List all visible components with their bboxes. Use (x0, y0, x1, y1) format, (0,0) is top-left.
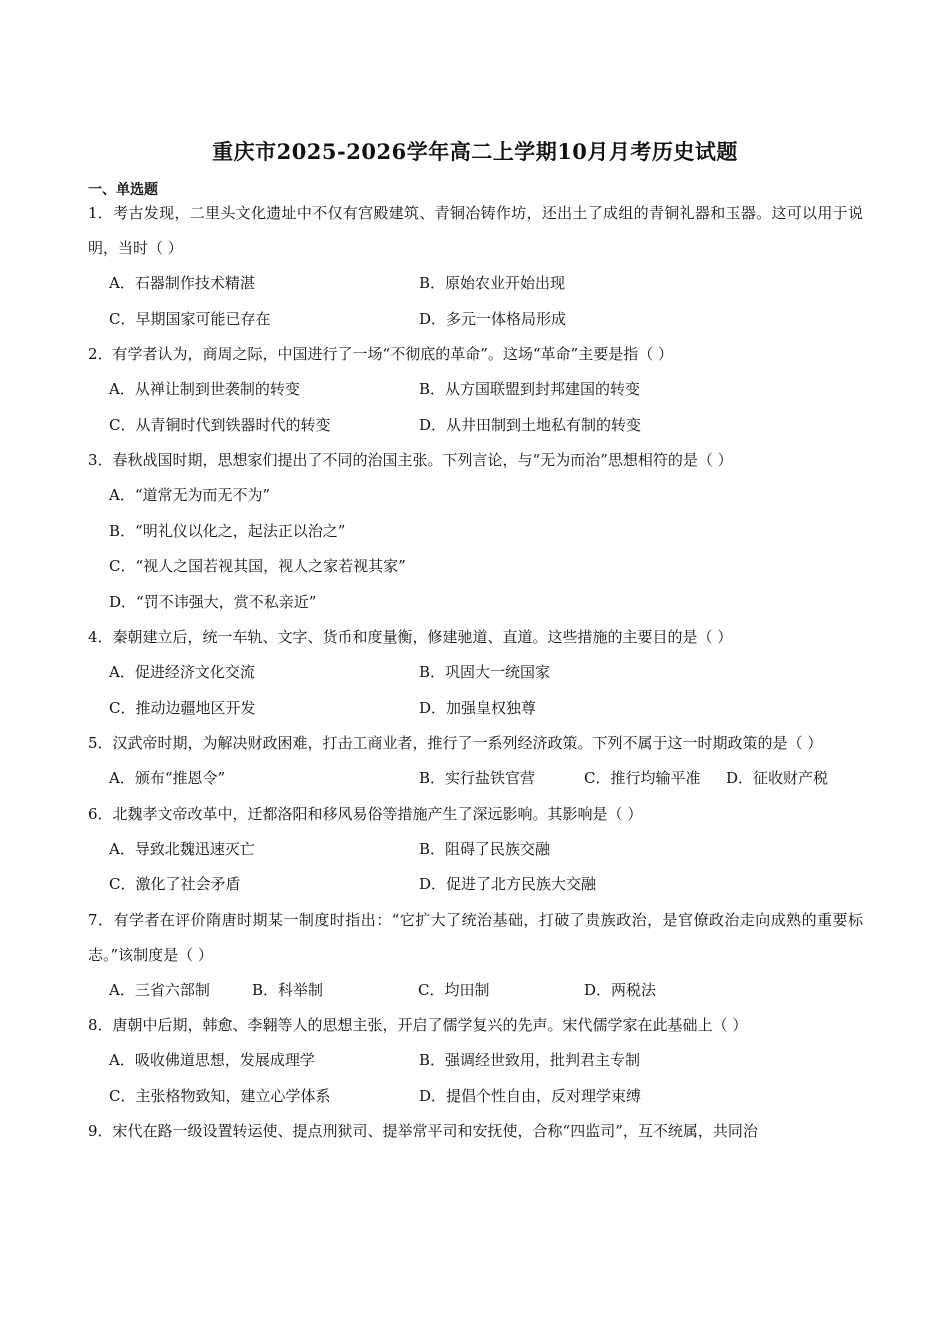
question-6 (88, 797, 863, 903)
question-stem: 2．有学者认为，商周之际，中国进行了一场“不彻底的革命”。这场“革命”主要是指（ ） (88, 345, 673, 363)
option-c: C．激化了社会矛盾 (109, 875, 241, 893)
option-a: A．从禅让制到世袭制的转变 (109, 380, 300, 398)
question-5 (88, 726, 863, 797)
option-b: B．科举制 (252, 980, 324, 999)
option-c: C．主张格物致知，建立心学体系 (109, 1086, 331, 1105)
option-c: C．早期国家可能已存在 (109, 309, 271, 328)
options (88, 832, 863, 903)
option-d: D．促进了北方民族大交融 (419, 875, 597, 893)
question-stem: 5．汉武帝时期，为解决财政困难，打击工商业者，推行了一系列经济政策。下列不属于这一时期政策的是（ ） (88, 734, 823, 752)
options (88, 973, 863, 1009)
option-d: D．“罚不讳强大，赏不私亲近” (109, 592, 317, 611)
question-stem: 7．有学者在评价隋唐时期某一制度时指出：“它扩大了统治基础，打破了贵族政治，是官僚政治走向成熟的重要标志。”该制度是（ ） (88, 910, 863, 964)
option-a: A．导致北魏迅速灭亡 (109, 839, 255, 858)
question-stem: 6．北魏孝文帝改革中，迁都洛阳和移风易俗等措施产生了深远影响。其影响是（ ） (88, 804, 643, 823)
question-9 (88, 1114, 863, 1149)
option-a: A．“道常无为而无不为” (109, 486, 271, 504)
question-1 (88, 196, 863, 337)
option-d: D．加强皇权独尊 (419, 698, 537, 717)
question-8 (88, 1008, 863, 1114)
question-3 (88, 443, 863, 620)
option-b: B．阻碍了民族交融 (419, 839, 551, 858)
option-d: D．两税法 (584, 980, 657, 999)
question-stem: 9．宋代在路一级设置转运使、提点刑狱司、提举常平司和安抚使，合称“四监司”，互不统属，共同治 (88, 1122, 758, 1140)
option-c: C．“视人之国若视其国，视人之家若视其家” (109, 557, 406, 575)
question-stem: 8．唐朝中后期，韩愈、李翱等人的思想主张，开启了儒学复兴的先声。宋代儒学家在此基础上（ ） (88, 1016, 748, 1034)
option-d: D．征收财产税 (726, 769, 829, 787)
options (88, 372, 863, 443)
option-c: C．推行均输平准 (584, 769, 701, 787)
option-c: C．推动边疆地区开发 (109, 698, 256, 717)
question-list (88, 196, 863, 1149)
option-b: B．实行盐铁官营 (419, 769, 536, 787)
question-stem: 4．秦朝建立后，统一车轨、文字、货币和度量衡，修建驰道、直道。这些措施的主要目的是（ ） (88, 628, 733, 646)
option-a: A．吸收佛道思想，发展成理学 (109, 1051, 315, 1069)
option-a: A．颁布“推恩令” (109, 769, 226, 787)
options (88, 655, 863, 726)
option-d: D．提倡个性自由，反对理学束缚 (419, 1086, 642, 1105)
question-4 (88, 620, 863, 726)
option-b: B．“明礼仪以化之，起法正以治之” (109, 521, 346, 540)
option-b: B．原始农业开始出现 (419, 274, 566, 292)
option-b: B．巩固大一统国家 (419, 663, 551, 681)
option-d: D．多元一体格局形成 (419, 309, 567, 328)
option-a: A．促进经济文化交流 (109, 663, 255, 681)
option-d: D．从井田制到土地私有制的转变 (419, 415, 642, 434)
options (88, 761, 863, 797)
option-a: A．石器制作技术精湛 (109, 274, 255, 292)
option-c: C．从青铜时代到铁器时代的转变 (109, 415, 331, 434)
option-b: B．从方国联盟到封邦建国的转变 (419, 380, 641, 398)
question-7 (88, 903, 863, 1009)
option-b: B．强调经世致用，批判君主专制 (419, 1051, 641, 1069)
options (88, 1043, 863, 1114)
options (88, 478, 863, 620)
page-title: 重庆市2025-2026学年高二上学期10月月考历史试题 (212, 139, 738, 164)
question-stem: 1．考古发现，二里头文化遗址中不仅有宫殿建筑、青铜冶铸作坊，还出土了成组的青铜礼器和玉器。这可以用于说明，当时（ ） (88, 204, 863, 257)
options (88, 266, 863, 337)
option-a: A．三省六部制 (109, 980, 210, 999)
question-2 (88, 337, 863, 443)
question-stem: 3．春秋战国时期，思想家们提出了不同的治国主张。下列言论，与“无为而治”思想相符的是（ ） (88, 451, 733, 469)
option-c: C．均田制 (418, 980, 490, 999)
section-heading: 一、单选题 (88, 182, 158, 198)
